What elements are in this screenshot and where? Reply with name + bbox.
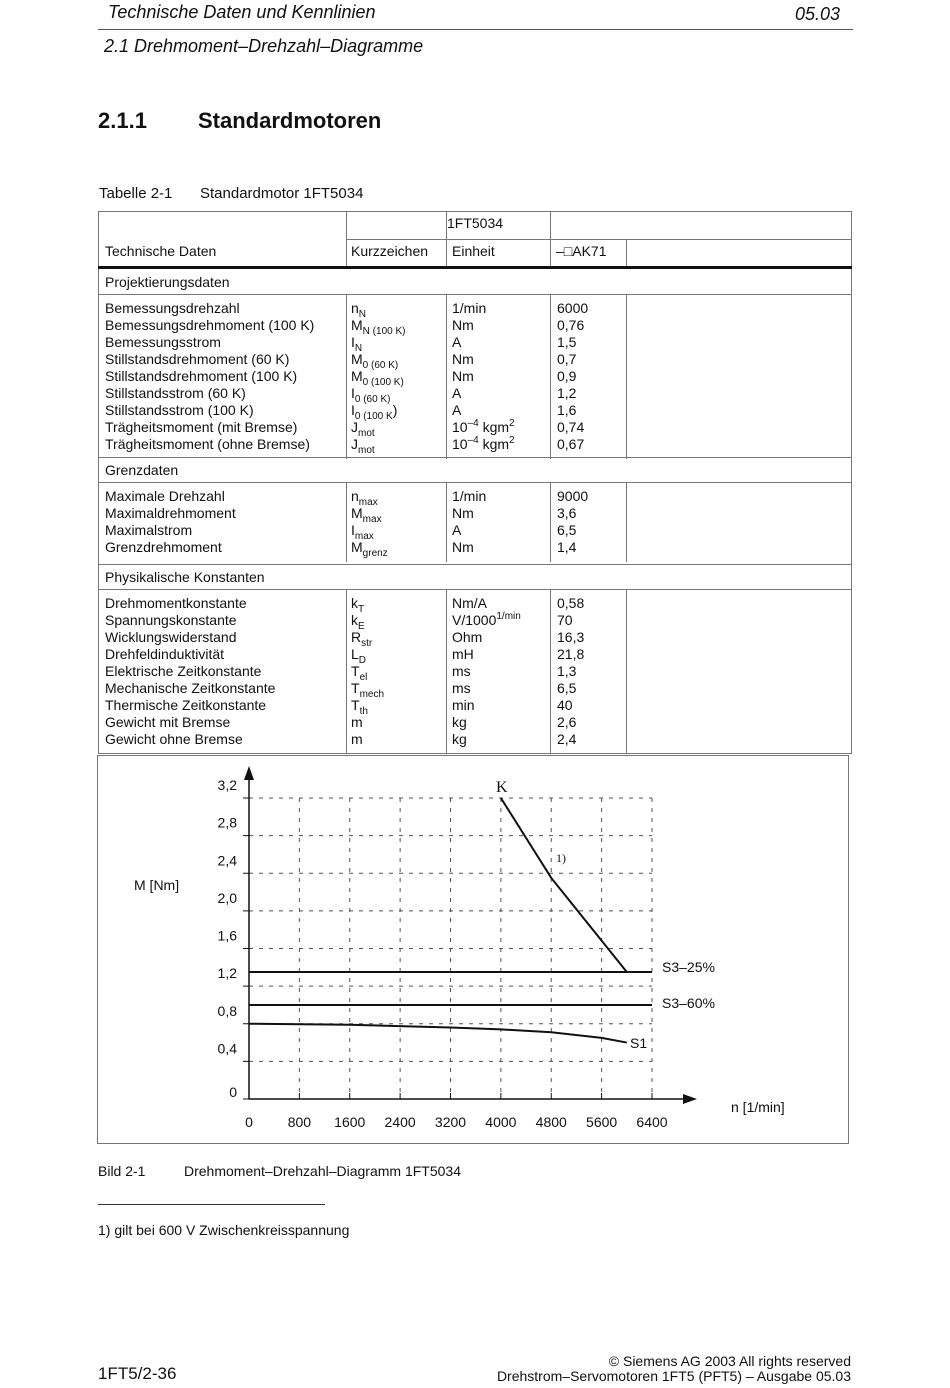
- group-top-divider: [98, 564, 852, 565]
- unit-base: 10: [452, 419, 468, 435]
- row-value: 6,5: [557, 680, 577, 696]
- row-value: 1,2: [557, 385, 577, 401]
- symbol-suffix: ): [392, 402, 398, 418]
- symbol-base: m: [351, 714, 363, 730]
- series-line: [501, 798, 627, 972]
- y-tick-label: 2,8: [217, 814, 237, 831]
- table-title: Standardmotor 1FT5034: [200, 185, 364, 202]
- row-unit: [452, 539, 474, 556]
- row-value: 3,6: [557, 505, 577, 521]
- figure-label: Bild 2-1: [98, 1163, 146, 1179]
- row-unit: [452, 697, 475, 714]
- row-label: Bemessungsdrehzahl: [105, 300, 240, 316]
- row-value: 2,6: [557, 714, 577, 730]
- row-symbol: [351, 436, 375, 455]
- unit-superscript: –4: [467, 418, 479, 429]
- table-col-line: [346, 589, 347, 754]
- col-header-symbol: Kurzzeichen: [351, 243, 429, 259]
- unit-base: 1/min: [452, 488, 487, 504]
- section-title: Standardmotoren: [198, 108, 382, 133]
- x-axis-arrow: [683, 1094, 697, 1104]
- group-header: Projektierungsdaten: [105, 274, 230, 290]
- unit-superscript: 1/min: [496, 611, 521, 622]
- unit-base: Ohm: [452, 629, 483, 645]
- series-label-s3-25: S3–25%: [662, 959, 715, 975]
- table-border-top: [98, 211, 852, 212]
- symbol-base: J: [351, 436, 358, 452]
- group-divider: [98, 589, 852, 590]
- row-value: 40: [557, 697, 573, 713]
- spec-table: [98, 211, 852, 754]
- row-label: Drehmomentkonstante: [105, 595, 247, 611]
- y-tick-label: 1,2: [217, 965, 237, 982]
- series-label-s1: S1: [630, 1035, 648, 1051]
- table-header-col-line: [550, 211, 551, 266]
- row-label: Wicklungswiderstand: [105, 629, 237, 645]
- y-axis-arrow: [244, 766, 254, 780]
- row-symbol: [351, 731, 363, 748]
- col-header-technical: Technische Daten: [105, 243, 217, 259]
- unit-base: ms: [452, 663, 471, 679]
- symbol-base: M: [351, 539, 363, 555]
- header-divider: [98, 29, 853, 30]
- table-col-line: [626, 294, 627, 459]
- row-unit: [452, 629, 482, 646]
- unit-rest: kgm: [478, 419, 510, 435]
- row-value: 16,3: [557, 629, 585, 645]
- row-unit: [452, 385, 461, 402]
- unit-superscript: 2: [509, 435, 515, 446]
- row-unit: [452, 334, 461, 351]
- symbol-subscript: max: [354, 531, 374, 542]
- footnote: 1) gilt bei 600 V Zwischenkreisspannung: [98, 1222, 350, 1238]
- annotation-footnote-ref: 1): [556, 851, 566, 865]
- symbol-base: T: [351, 697, 360, 713]
- row-label: Maximale Drehzahl: [105, 488, 225, 504]
- symbol-base: M: [351, 351, 363, 367]
- unit-base: ms: [452, 680, 471, 696]
- row-value: 0,76: [557, 317, 585, 333]
- unit-base: mH: [452, 646, 474, 662]
- symbol-subscript: mech: [359, 689, 385, 700]
- row-symbol: [351, 714, 363, 731]
- symbol-subscript: T: [358, 604, 365, 615]
- unit-base: 1/min: [452, 300, 487, 316]
- table-col-line: [446, 589, 447, 754]
- symbol-subscript: N: [358, 309, 367, 320]
- table-border-bottom: [98, 753, 852, 754]
- symbol-subscript: str: [361, 638, 373, 649]
- y-tick-label: 2,4: [217, 852, 237, 869]
- row-unit: [452, 714, 467, 731]
- x-tick-label: 6400: [636, 1114, 668, 1130]
- torque-speed-chart: [97, 755, 849, 1144]
- unit-base: Nm: [452, 351, 474, 367]
- row-value: 0,9: [557, 368, 577, 384]
- unit-base: Nm: [452, 368, 474, 384]
- series-label-k: K: [496, 779, 508, 796]
- symbol-base: T: [351, 680, 360, 696]
- row-unit: [452, 595, 487, 612]
- x-tick-label: 800: [287, 1114, 312, 1130]
- row-label: Stillstandsstrom (100 K): [105, 402, 254, 418]
- symbol-base: m: [351, 731, 363, 747]
- row-label: Elektrische Zeitkonstante: [105, 663, 262, 679]
- row-unit: [452, 522, 461, 539]
- table-col-line: [626, 589, 627, 754]
- publication-info: Drehstrom–Servomotoren 1FT5 (PFT5) – Ausgabe 05.03: [496, 1368, 851, 1384]
- row-unit: [452, 368, 474, 385]
- copyright: © Siemens AG 2003 All rights reserved: [608, 1353, 851, 1369]
- symbol-base: J: [351, 419, 358, 435]
- series-line: [249, 1024, 627, 1043]
- table-col-line: [626, 482, 627, 562]
- symbol-subscript: th: [359, 706, 368, 717]
- symbol-subscript: N (100 K): [362, 326, 406, 337]
- row-unit: [452, 505, 474, 522]
- row-label: Maximaldrehmoment: [105, 505, 236, 521]
- y-tick-label: 0,4: [217, 1040, 237, 1057]
- figure-title: Drehmoment–Drehzahl–Diagramm 1FT5034: [184, 1163, 462, 1179]
- symbol-base: R: [351, 629, 362, 645]
- row-label: Maximalstrom: [105, 522, 193, 538]
- row-value: 6,5: [557, 522, 577, 538]
- group-top-divider: [98, 457, 852, 458]
- row-unit: [452, 300, 486, 317]
- row-value: 0,7: [557, 351, 577, 367]
- table-col-line: [346, 482, 347, 562]
- row-value: 21,8: [557, 646, 585, 662]
- header-date: 05.03: [794, 4, 840, 24]
- row-label: Trägheitsmoment (ohne Bremse): [105, 436, 310, 452]
- unit-base: Nm: [452, 317, 474, 333]
- row-unit: [452, 436, 515, 455]
- row-label: Trägheitsmoment (mit Bremse): [105, 419, 298, 435]
- symbol-subscript: E: [358, 621, 365, 632]
- section-number: 2.1.1: [98, 108, 147, 133]
- row-unit: [452, 680, 471, 697]
- col-header-unit: Einheit: [452, 243, 495, 259]
- table-col-line: [550, 482, 551, 562]
- group-divider: [98, 482, 852, 483]
- unit-base: kg: [452, 731, 467, 747]
- symbol-base: I: [351, 334, 355, 350]
- row-symbol: [351, 539, 388, 558]
- y-tick-label: 0,8: [217, 1002, 237, 1019]
- col-header-variant: –□AK71: [556, 243, 607, 259]
- row-value: 1,4: [557, 539, 577, 555]
- row-unit: [452, 402, 461, 419]
- symbol-subscript: 0 (60 K): [354, 394, 391, 405]
- y-axis-label: M [Nm]: [134, 877, 180, 893]
- table-header-col-line: [626, 239, 627, 266]
- row-value: 0,58: [557, 595, 585, 611]
- table-header-rule: [98, 266, 852, 269]
- row-value: 70: [557, 612, 573, 628]
- row-value: 2,4: [557, 731, 577, 747]
- symbol-subscript: 0 (100 K: [354, 411, 393, 422]
- symbol-base: I: [351, 522, 355, 538]
- unit-base: A: [452, 385, 462, 401]
- row-unit: [452, 731, 467, 748]
- x-tick-label: 3200: [434, 1114, 467, 1130]
- x-tick-label: 4000: [485, 1114, 517, 1130]
- row-label: Spannungskonstante: [105, 612, 237, 628]
- row-label: Gewicht mit Bremse: [105, 714, 231, 730]
- table-col-line: [550, 589, 551, 754]
- table-header-col-line: [446, 211, 447, 266]
- row-label: Grenzdrehmoment: [105, 539, 222, 555]
- unit-base: A: [452, 334, 462, 350]
- row-label: Drehfeldinduktivität: [105, 646, 225, 662]
- symbol-subscript: 0 (100 K): [362, 377, 404, 388]
- symbol-subscript: N: [354, 343, 363, 354]
- symbol-base: T: [351, 663, 360, 679]
- chart-canvas: [98, 756, 850, 1145]
- unit-rest: kgm: [478, 436, 510, 452]
- row-value: 0,67: [557, 436, 585, 452]
- symbol-base: M: [351, 505, 363, 521]
- unit-base: A: [452, 402, 462, 418]
- symbol-subscript: 0 (60 K): [362, 360, 399, 371]
- symbol-subscript: max: [362, 514, 382, 525]
- symbol-subscript: max: [358, 497, 378, 508]
- symbol-base: k: [351, 612, 358, 628]
- row-unit: [452, 351, 474, 368]
- symbol-base: I: [351, 385, 355, 401]
- row-label: Thermische Zeitkonstante: [105, 697, 267, 713]
- row-unit: [452, 317, 474, 334]
- unit-base: V/1000: [452, 612, 497, 628]
- table-col-line: [446, 294, 447, 459]
- unit-base: 10: [452, 436, 468, 452]
- row-value: 6000: [557, 300, 589, 316]
- row-value: 1,5: [557, 334, 577, 350]
- unit-base: min: [452, 697, 475, 713]
- group-divider: [98, 294, 852, 295]
- unit-base: Nm/A: [452, 595, 487, 611]
- y-tick-label: 2,0: [217, 889, 237, 906]
- row-value: 0,74: [557, 419, 585, 435]
- group-header: Grenzdaten: [105, 462, 179, 478]
- symbol-subscript: el: [359, 672, 368, 683]
- row-unit: [452, 663, 471, 680]
- header-subtitle: 2.1 Drehmoment–Drehzahl–Diagramme: [104, 36, 424, 56]
- group-header: Physikalische Konstanten: [105, 569, 265, 585]
- unit-superscript: –4: [467, 435, 479, 446]
- series-label-s3-60: S3–60%: [662, 995, 715, 1011]
- table-model-header: 1FT5034: [447, 215, 504, 231]
- row-value: 9000: [557, 488, 589, 504]
- unit-superscript: 2: [509, 418, 515, 429]
- symbol-base: I: [351, 402, 355, 418]
- row-label: Gewicht ohne Bremse: [105, 731, 243, 747]
- y-tick-label: 3,2: [217, 777, 237, 793]
- row-unit: [452, 488, 486, 505]
- unit-base: A: [452, 522, 462, 538]
- table-col-line: [346, 294, 347, 459]
- symbol-subscript: D: [358, 655, 367, 666]
- symbol-base: k: [351, 595, 358, 611]
- unit-base: kg: [452, 714, 467, 730]
- row-unit: [452, 646, 474, 663]
- symbol-subscript: mot: [358, 445, 375, 456]
- row-label: Mechanische Zeitkonstante: [105, 680, 276, 696]
- x-axis-label: n [1/min]: [731, 1099, 785, 1115]
- symbol-base: M: [351, 368, 363, 384]
- row-label: Stillstandsdrehmoment (100 K): [105, 368, 298, 384]
- symbol-base: n: [351, 488, 359, 504]
- x-tick-label: 5600: [586, 1114, 618, 1130]
- header-title: Technische Daten und Kennlinien: [108, 2, 376, 22]
- symbol-subscript: mot: [358, 428, 375, 439]
- y-tick-label: 1,6: [217, 927, 237, 944]
- row-value: 1,6: [557, 402, 577, 418]
- y-tick-label: 0: [229, 1084, 237, 1100]
- footnote-divider: [98, 1204, 325, 1205]
- row-label: Stillstandsstrom (60 K): [105, 385, 246, 401]
- row-label: Bemessungsdrehmoment (100 K): [105, 317, 315, 333]
- symbol-base: n: [351, 300, 359, 316]
- table-model-divider: [346, 239, 852, 240]
- row-value: 1,3: [557, 663, 577, 679]
- table-header-col-line: [346, 211, 347, 266]
- page-number: 1FT5/2-36: [98, 1364, 177, 1383]
- table-col-line: [446, 482, 447, 562]
- unit-base: Nm: [452, 505, 474, 521]
- table-label: Tabelle 2-1: [99, 185, 173, 202]
- x-tick-label: 0: [245, 1114, 253, 1130]
- row-label: Stillstandsdrehmoment (60 K): [105, 351, 290, 367]
- symbol-base: M: [351, 317, 363, 333]
- row-label: Bemessungsstrom: [105, 334, 221, 350]
- x-tick-label: 1600: [334, 1114, 366, 1130]
- symbol-base: L: [351, 646, 359, 662]
- table-col-line: [550, 294, 551, 459]
- symbol-subscript: grenz: [362, 548, 388, 559]
- x-tick-label: 2400: [384, 1114, 416, 1130]
- unit-base: Nm: [452, 539, 474, 555]
- x-tick-label: 4800: [535, 1114, 567, 1130]
